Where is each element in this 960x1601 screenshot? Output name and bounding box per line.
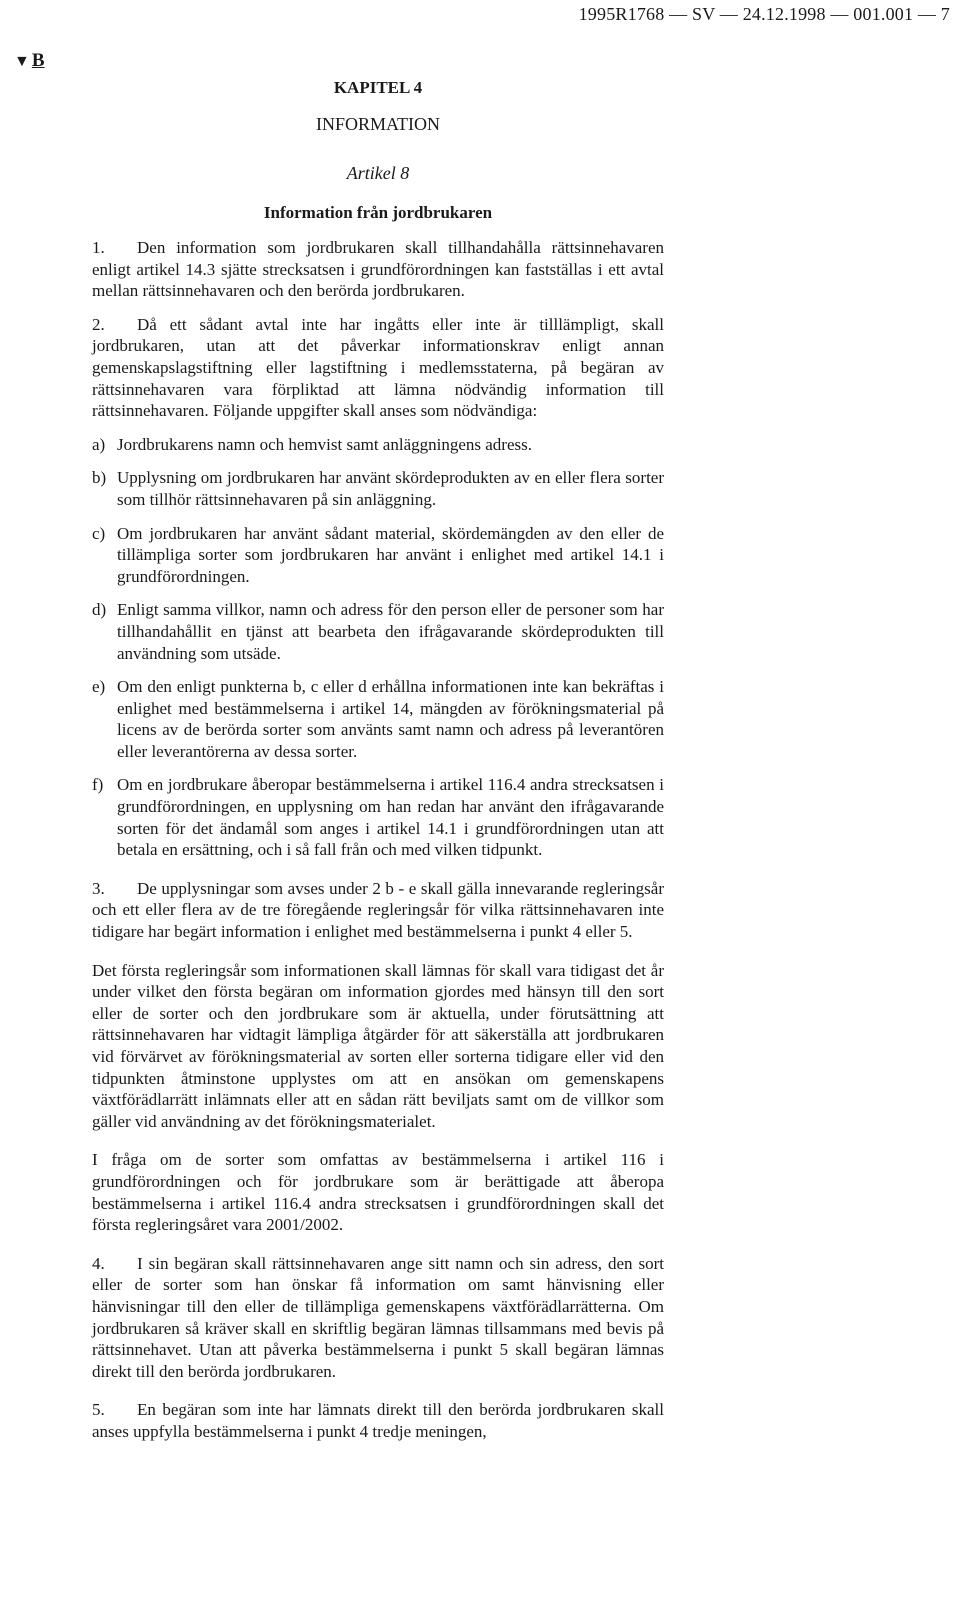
article-title: Information från jordbrukaren bbox=[263, 203, 493, 222]
document-reference-header: 1995R1768 — SV — 24.12.1998 — 001.001 — 7 bbox=[578, 4, 950, 24]
list-item bbox=[92, 434, 664, 456]
list-item-letter: f) bbox=[92, 775, 104, 795]
list-item-letter: c) bbox=[92, 523, 106, 543]
paragraph-text: Den information som jordbrukaren skall tillhandahålla rättsinnehavaren enligt artikel 14.3 sjätte strecksatsen i grundförordningen kan fastställas i ett avtal mellan rättsinnehavaren och den berörda jordbrukaren. bbox=[92, 238, 664, 301]
paragraph-3 bbox=[92, 878, 664, 943]
paragraph-2 bbox=[92, 314, 664, 422]
list-item-letter: b) bbox=[92, 468, 107, 488]
chapter-number: KAPITEL 4 bbox=[333, 78, 423, 97]
paragraph-text: I sin begäran skall rättsinnehavaren ange sitt namn och sin adress, den sort eller de sorter som han önskar få information om samt hänvisning eller hänvisningar till den eller de tillämpliga gemenskapens växtförädlarrätterna. Om jordbrukaren så kräver skall en skriftlig begäran lämnas tillsammans med bevis på rättsinnehavet. Utan att påverka bestämmelserna i punkt 5 skall begäran lämnas direkt till den berörda jordbrukaren. bbox=[92, 1253, 664, 1381]
triangle-down-icon: ▼ bbox=[14, 53, 30, 70]
paragraph-1 bbox=[92, 237, 664, 302]
list-item-letter: d) bbox=[92, 600, 107, 620]
chapter-title: INFORMATION bbox=[315, 114, 440, 134]
amendment-marker-label: B bbox=[31, 50, 45, 71]
amendment-marker bbox=[14, 50, 45, 73]
list-item bbox=[92, 523, 664, 588]
list-item bbox=[92, 467, 664, 510]
paragraph-3-continued: I fråga om de sorter som omfattas av bestämmelserna i artikel 116 i grundförordningen och för jordbrukare som är berättigade att åberopa bestämmelserna i artikel 116.4 andra strecksatsen i grundförordningen skall det första regleringsåret vara 2001/2002. bbox=[92, 1150, 664, 1235]
paragraph-4 bbox=[92, 1253, 664, 1383]
paragraph-number: 4. bbox=[92, 1253, 105, 1273]
list-item bbox=[92, 774, 664, 860]
paragraph-text: De upplysningar som avses under 2 b - e skall gälla innevarande regleringsår och ett eller flera av de tre föregående regleringsår för vilka rättsinnehavaren inte tidigare har begärt information i enlighet med bestämmelserna i punkt 4 eller 5. bbox=[92, 878, 664, 942]
article-text bbox=[92, 237, 664, 1455]
list-item-letter: a) bbox=[92, 434, 106, 454]
paragraph-number: 5. bbox=[92, 1400, 105, 1420]
list-item-text: Jordbrukarens namn och hemvist samt anläggningens adress. bbox=[117, 434, 532, 454]
list-item-text: Upplysning om jordbrukaren har använt skördeprodukten av en eller flera sorter som tillhör rättsinnehavaren på sin anläggning. bbox=[117, 468, 664, 509]
list-item bbox=[92, 676, 664, 762]
list-item-text: Om jordbrukaren har använt sådant material, skördemängden av den eller de tillämpliga sorter som jordbrukaren har använt i enlighet med artikel 14.1 i grundförordningen. bbox=[117, 523, 664, 586]
list-item bbox=[92, 599, 664, 664]
paragraph-number: 1. bbox=[92, 238, 105, 257]
paragraph-number: 2. bbox=[92, 314, 105, 334]
paragraph-number: 3. bbox=[92, 878, 105, 898]
paragraph-text: En begäran som inte har lämnats direkt till den berörda jordbrukaren skall anses uppfylla bestämmelserna i punkt 4 tredje meningen, bbox=[92, 1400, 664, 1441]
article-number: Artikel 8 bbox=[346, 163, 410, 183]
paragraph-text: Då ett sådant avtal inte har ingåtts eller inte är tilllämpligt, skall jordbrukaren, utan att det påverkar informationskrav enligt annan gemenskapslagstiftning eller lagstiftning i medlemsstaterna, på begäran av rättsinnehavaren vara förpliktad att lämna nödvändig information till rättsinnehavaren. Följande uppgifter skall anses som nödvändiga: bbox=[92, 314, 664, 421]
list-item-text: Enligt samma villkor, namn och adress för den person eller de personer som har tillhandahållit en tjänst att bearbeta den ifrågavarande skördeprodukten till användning som utsäde. bbox=[117, 600, 664, 663]
list-item-text: Om den enligt punkterna b, c eller d erhållna informationen inte kan bekräftas i enlighet med bestämmelserna i artikel 14, mängden av förökningsmaterial på licens av de berörda sorter som använts samt namn och adress på leverantören eller leverantörerna av dessa sorter. bbox=[117, 677, 664, 761]
list-item-letter: e) bbox=[92, 677, 106, 697]
list-item-text: Om en jordbrukare åberopar bestämmelserna i artikel 116.4 andra strecksatsen i grundförordningen, en upplysning om han redan har använt den ifrågavarande sorten för det ändamål som anges i artikel 14.1 i grundförordningen utan att betala en ersättning, och i så fall från och med vilken tidpunkt. bbox=[117, 775, 664, 860]
paragraph-5 bbox=[92, 1399, 664, 1442]
paragraph-3-continued: Det första regleringsår som informationen skall lämnas för skall vara tidigast det år under vilket den första begäran om information gjordes med hänsyn till den sort eller de sorter och den jordbrukare som är aktuella, under förutsättning att rättsinnehavaren har vidtagit lämpliga åtgärder för att säkerställa att jordbrukaren vid förvärvet av förökningsmaterial av sorten eller sorterna tidigare eller vid den tidpunkten åtminstone upplystes om att en ansökan om gemenskapens växtförädlarrätt inlämnats eller att en sådan rätt beviljats samt om de villkor som gäller vid användning av det förökningsmaterialet. bbox=[92, 960, 664, 1131]
